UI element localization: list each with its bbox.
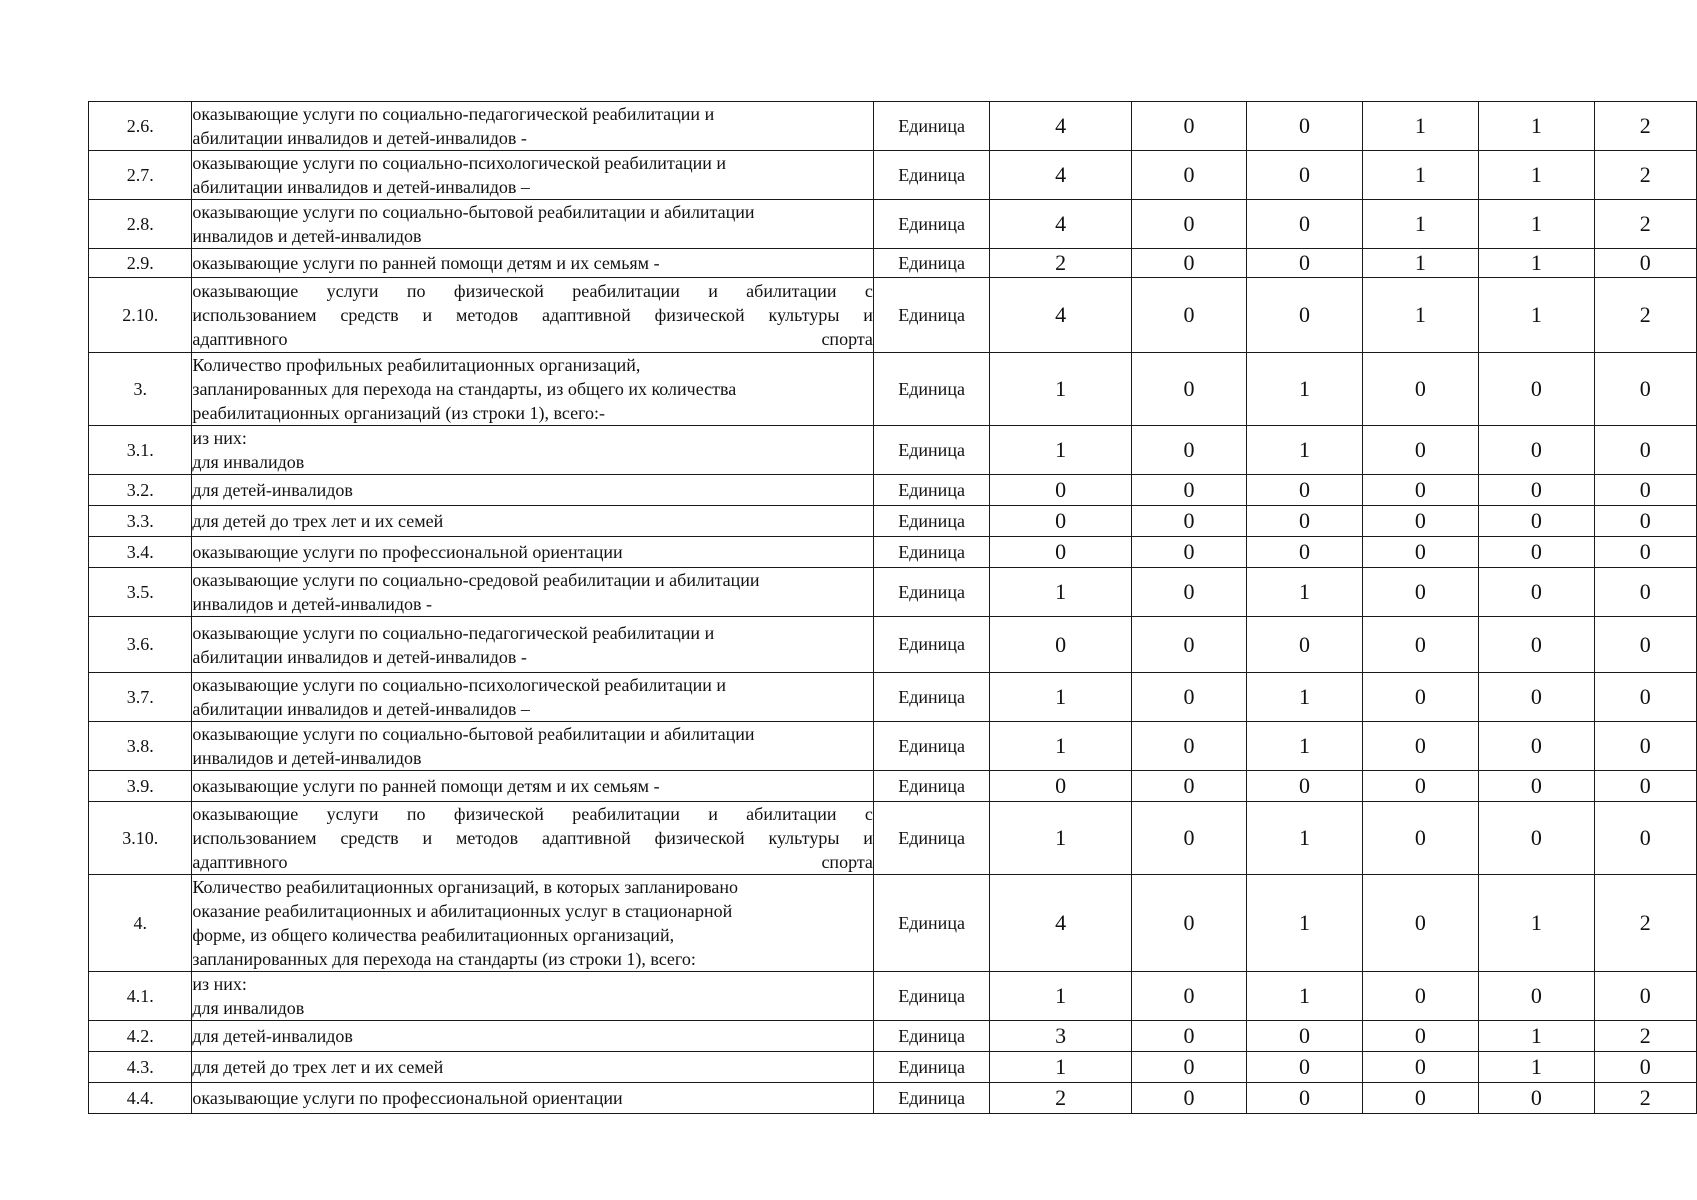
value-cell: 2 — [990, 1083, 1132, 1114]
value-cell: 0 — [1594, 771, 1696, 802]
description-line: форме, из общего количества реабилитационных организаций, — [192, 925, 675, 945]
value-cell: 0 — [1131, 1052, 1246, 1083]
value-cell: 1 — [1479, 200, 1594, 249]
value-cell: 1 — [990, 802, 1132, 875]
table-row — [89, 771, 1697, 802]
row-number: 3.3. — [89, 506, 192, 537]
value-cell: 0 — [1479, 426, 1594, 475]
description-line: реабилитационных организаций (из строки 1), всего:- — [192, 403, 606, 423]
description-line: адаптивного спорта — [192, 852, 873, 872]
value-cell: 0 — [1362, 1083, 1478, 1114]
row-number: 3. — [89, 353, 192, 426]
unit-cell: Единица — [873, 568, 989, 617]
value-cell: 0 — [1594, 537, 1696, 568]
unit-cell: Единица — [873, 475, 989, 506]
value-cell: 0 — [1479, 617, 1594, 673]
value-cell: 0 — [1362, 771, 1478, 802]
value-cell: 1 — [1247, 722, 1362, 771]
value-cell: 2 — [1594, 200, 1696, 249]
description-line: адаптивного спорта — [192, 329, 873, 349]
value-cell: 0 — [1247, 617, 1362, 673]
value-cell: 1 — [1479, 875, 1594, 972]
row-number: 3.6. — [89, 617, 192, 673]
row-number: 3.4. — [89, 537, 192, 568]
value-cell: 0 — [1479, 537, 1594, 568]
value-cell: 1 — [1479, 102, 1594, 151]
value-cell: 0 — [1131, 673, 1246, 722]
description-line: оказывающие услуги по социально-бытовой реабилитации и абилитации — [192, 724, 755, 744]
row-number: 4.2. — [89, 1021, 192, 1052]
value-cell: 0 — [1131, 617, 1246, 673]
table-row — [89, 722, 1697, 771]
value-cell: 0 — [1131, 722, 1246, 771]
value-cell: 2 — [1594, 151, 1696, 200]
unit-cell: Единица — [873, 1083, 989, 1114]
description-line: инвалидов и детей-инвалидов — [192, 226, 422, 246]
row-number: 4. — [89, 875, 192, 972]
unit-cell: Единица — [873, 426, 989, 475]
row-description — [192, 506, 874, 537]
table-row — [89, 802, 1697, 875]
value-cell: 1 — [990, 722, 1132, 771]
row-description — [192, 722, 874, 771]
unit-cell: Единица — [873, 506, 989, 537]
value-cell: 1 — [1247, 673, 1362, 722]
row-description — [192, 151, 874, 200]
row-description — [192, 972, 874, 1021]
description-line: запланированных для перехода на стандарты, из общего их количества — [192, 379, 737, 399]
value-cell: 0 — [1131, 1021, 1246, 1052]
value-cell: 0 — [990, 506, 1132, 537]
table-row — [89, 151, 1697, 200]
description-line: оказывающие услуги по физической реабилитации и абилитации с — [192, 281, 873, 301]
value-cell: 1 — [1247, 568, 1362, 617]
unit-cell: Единица — [873, 1021, 989, 1052]
value-cell: 0 — [1247, 278, 1362, 353]
value-cell: 0 — [1247, 102, 1362, 151]
value-cell: 0 — [1362, 972, 1478, 1021]
description-line: Количество профильных реабилитационных организаций, — [192, 355, 641, 375]
unit-cell: Единица — [873, 151, 989, 200]
table-row — [89, 102, 1697, 151]
value-cell: 1 — [1362, 151, 1478, 200]
description-line: оказание реабилитационных и абилитационных услуг в стационарной — [192, 901, 733, 921]
description-line: оказывающие услуги по ранней помощи детям и их семьям - — [192, 253, 660, 273]
value-cell: 0 — [1131, 200, 1246, 249]
description-line: оказывающие услуги по социально-психологической реабилитации и — [192, 675, 727, 695]
row-description — [192, 1021, 874, 1052]
table-body — [89, 102, 1697, 1114]
description-line: использованием средств и методов адаптивной физической культуры и — [192, 305, 873, 325]
value-cell: 3 — [990, 1021, 1132, 1052]
unit-cell: Единица — [873, 771, 989, 802]
value-cell: 0 — [1594, 568, 1696, 617]
description-line: оказывающие услуги по социально-психологической реабилитации и — [192, 153, 727, 173]
row-number: 4.4. — [89, 1083, 192, 1114]
value-cell: 0 — [1479, 722, 1594, 771]
row-description — [192, 278, 874, 353]
value-cell: 0 — [1594, 475, 1696, 506]
description-line: из них: — [192, 428, 247, 448]
value-cell: 0 — [1131, 875, 1246, 972]
row-number: 2.6. — [89, 102, 192, 151]
value-cell: 1 — [1247, 875, 1362, 972]
row-description — [192, 353, 874, 426]
value-cell: 0 — [1479, 972, 1594, 1021]
value-cell: 0 — [1594, 802, 1696, 875]
description-line: инвалидов и детей-инвалидов - — [192, 594, 433, 614]
value-cell: 0 — [1247, 537, 1362, 568]
value-cell: 1 — [1362, 200, 1478, 249]
value-cell: 0 — [1362, 875, 1478, 972]
table-row — [89, 617, 1697, 673]
unit-cell: Единица — [873, 875, 989, 972]
description-line: оказывающие услуги по профессиональной ориентации — [192, 542, 623, 562]
row-number: 2.9. — [89, 249, 192, 278]
row-description — [192, 673, 874, 722]
unit-cell: Единица — [873, 353, 989, 426]
row-number: 3.9. — [89, 771, 192, 802]
description-line: оказывающие услуги по профессиональной ориентации — [192, 1088, 623, 1108]
table-row — [89, 568, 1697, 617]
table-row — [89, 475, 1697, 506]
description-line: для инвалидов — [192, 998, 305, 1018]
value-cell: 1 — [1247, 353, 1362, 426]
value-cell: 0 — [1131, 1083, 1246, 1114]
table-row — [89, 506, 1697, 537]
description-line: Количество реабилитационных организаций, в которых запланировано — [192, 877, 738, 897]
value-cell: 4 — [990, 102, 1132, 151]
description-line: абилитации инвалидов и детей-инвалидов - — [192, 646, 527, 667]
value-cell: 0 — [1479, 353, 1594, 426]
unit-cell: Единица — [873, 102, 989, 151]
value-cell: 0 — [1247, 1021, 1362, 1052]
description-line: абилитации инвалидов и детей-инвалидов - — [192, 128, 527, 148]
value-cell: 0 — [1362, 353, 1478, 426]
row-description — [192, 537, 874, 568]
description-line: для детей до трех лет и их семей — [192, 1057, 444, 1077]
value-cell: 0 — [1594, 249, 1696, 278]
description-line: оказывающие услуги по социально-бытовой реабилитации и абилитации — [192, 202, 755, 222]
value-cell: 0 — [1594, 617, 1696, 673]
value-cell: 0 — [1594, 673, 1696, 722]
row-description — [192, 102, 874, 151]
description-line: оказывающие услуги по социально-педагогической реабилитации и — [192, 104, 715, 124]
value-cell: 0 — [1362, 537, 1478, 568]
value-cell: 0 — [1362, 426, 1478, 475]
value-cell: 0 — [1131, 475, 1246, 506]
value-cell: 0 — [1131, 102, 1246, 151]
value-cell: 0 — [1479, 802, 1594, 875]
row-number: 3.10. — [89, 802, 192, 875]
value-cell: 0 — [1247, 1083, 1362, 1114]
value-cell: 2 — [1594, 278, 1696, 353]
value-cell: 0 — [1362, 1021, 1478, 1052]
row-description — [192, 802, 874, 875]
value-cell: 4 — [990, 278, 1132, 353]
table-row — [89, 1083, 1697, 1114]
table-row — [89, 1021, 1697, 1052]
value-cell: 1 — [1247, 802, 1362, 875]
description-line: для детей-инвалидов — [192, 1026, 353, 1046]
row-description — [192, 568, 874, 617]
value-cell: 0 — [1131, 568, 1246, 617]
table-row — [89, 673, 1697, 722]
value-cell: 0 — [1131, 537, 1246, 568]
value-cell: 1 — [990, 673, 1132, 722]
unit-cell: Единица — [873, 617, 989, 673]
description-line: оказывающие услуги по ранней помощи детям и их семьям - — [192, 776, 660, 796]
description-line: запланированных для перехода на стандарты (из строки 1), всего: — [192, 949, 696, 969]
value-cell: 0 — [990, 771, 1132, 802]
table-row — [89, 972, 1697, 1021]
row-number: 3.7. — [89, 673, 192, 722]
value-cell: 2 — [1594, 102, 1696, 151]
unit-cell: Единица — [873, 249, 989, 278]
value-cell: 0 — [1362, 475, 1478, 506]
row-description — [192, 617, 874, 673]
value-cell: 0 — [1247, 200, 1362, 249]
row-number: 2.8. — [89, 200, 192, 249]
row-number: 3.5. — [89, 568, 192, 617]
value-cell: 0 — [1362, 506, 1478, 537]
unit-cell: Единица — [873, 278, 989, 353]
row-number: 2.7. — [89, 151, 192, 200]
value-cell: 0 — [1247, 771, 1362, 802]
description-line: инвалидов и детей-инвалидов — [192, 748, 422, 768]
value-cell: 1 — [1479, 249, 1594, 278]
value-cell: 1 — [1247, 972, 1362, 1021]
row-number: 3.8. — [89, 722, 192, 771]
value-cell: 0 — [1247, 506, 1362, 537]
row-description — [192, 1083, 874, 1114]
value-cell: 0 — [1594, 353, 1696, 426]
value-cell: 0 — [1131, 249, 1246, 278]
table-row — [89, 353, 1697, 426]
table-row — [89, 249, 1697, 278]
description-line: оказывающие услуги по социально-педагогической реабилитации и — [192, 622, 715, 643]
row-description — [192, 249, 874, 278]
value-cell: 1 — [1362, 278, 1478, 353]
description-line: использованием средств и методов адаптивной физической культуры и — [192, 828, 873, 848]
row-description — [192, 875, 874, 972]
row-description — [192, 771, 874, 802]
value-cell: 1 — [990, 1052, 1132, 1083]
unit-cell: Единица — [873, 1052, 989, 1083]
table-row — [89, 875, 1697, 972]
unit-cell: Единица — [873, 200, 989, 249]
value-cell: 0 — [1594, 506, 1696, 537]
unit-cell: Единица — [873, 802, 989, 875]
value-cell: 0 — [990, 537, 1132, 568]
description-line: оказывающие услуги по физической реабилитации и абилитации с — [192, 804, 873, 824]
table-row — [89, 278, 1697, 353]
value-cell: 2 — [1594, 1021, 1696, 1052]
indicator-table — [88, 101, 1697, 1114]
row-number: 3.1. — [89, 426, 192, 475]
value-cell: 2 — [1594, 875, 1696, 972]
row-number: 4.1. — [89, 972, 192, 1021]
value-cell: 1 — [990, 568, 1132, 617]
value-cell: 0 — [990, 617, 1132, 673]
description-line: для инвалидов — [192, 452, 305, 472]
description-line: абилитации инвалидов и детей-инвалидов – — [192, 699, 530, 719]
value-cell: 0 — [1362, 802, 1478, 875]
unit-cell: Единица — [873, 537, 989, 568]
value-cell: 1 — [1479, 151, 1594, 200]
value-cell: 1 — [1362, 102, 1478, 151]
value-cell: 0 — [1479, 673, 1594, 722]
table-row — [89, 1052, 1697, 1083]
value-cell: 1 — [990, 972, 1132, 1021]
value-cell: 0 — [1131, 802, 1246, 875]
value-cell: 0 — [1362, 673, 1478, 722]
unit-cell: Единица — [873, 972, 989, 1021]
value-cell: 1 — [1479, 1021, 1594, 1052]
value-cell: 0 — [1131, 151, 1246, 200]
value-cell: 0 — [1131, 972, 1246, 1021]
row-number: 2.10. — [89, 278, 192, 353]
value-cell: 0 — [1247, 151, 1362, 200]
row-number: 3.2. — [89, 475, 192, 506]
value-cell: 1 — [1362, 249, 1478, 278]
table-row — [89, 426, 1697, 475]
value-cell: 4 — [990, 875, 1132, 972]
table-row — [89, 537, 1697, 568]
value-cell: 0 — [1131, 353, 1246, 426]
unit-cell: Единица — [873, 722, 989, 771]
description-line: для детей-инвалидов — [192, 480, 353, 500]
value-cell: 0 — [1362, 568, 1478, 617]
value-cell: 0 — [1362, 1052, 1478, 1083]
value-cell: 0 — [1131, 506, 1246, 537]
row-description — [192, 426, 874, 475]
row-description — [192, 475, 874, 506]
value-cell: 1 — [1479, 278, 1594, 353]
value-cell: 0 — [1131, 278, 1246, 353]
value-cell: 1 — [990, 426, 1132, 475]
value-cell: 0 — [1594, 426, 1696, 475]
value-cell: 0 — [1131, 426, 1246, 475]
row-description — [192, 1052, 874, 1083]
value-cell: 0 — [1479, 475, 1594, 506]
value-cell: 0 — [1247, 475, 1362, 506]
value-cell: 2 — [1594, 1083, 1696, 1114]
value-cell: 0 — [1594, 972, 1696, 1021]
value-cell: 0 — [1594, 1052, 1696, 1083]
value-cell: 0 — [1247, 1052, 1362, 1083]
description-line: оказывающие услуги по социально-средовой реабилитации и абилитации — [192, 570, 760, 590]
value-cell: 4 — [990, 151, 1132, 200]
value-cell: 1 — [1479, 1052, 1594, 1083]
value-cell: 0 — [1362, 722, 1478, 771]
unit-cell: Единица — [873, 673, 989, 722]
description-line: из них: — [192, 974, 247, 994]
value-cell: 0 — [1362, 617, 1478, 673]
description-line: для детей до трех лет и их семей — [192, 511, 444, 531]
value-cell: 0 — [1131, 771, 1246, 802]
value-cell: 0 — [1594, 722, 1696, 771]
value-cell: 4 — [990, 200, 1132, 249]
table-row — [89, 200, 1697, 249]
value-cell: 2 — [990, 249, 1132, 278]
value-cell: 0 — [1479, 506, 1594, 537]
row-number: 4.3. — [89, 1052, 192, 1083]
value-cell: 0 — [1479, 568, 1594, 617]
value-cell: 1 — [990, 353, 1132, 426]
value-cell: 0 — [1479, 771, 1594, 802]
value-cell: 0 — [990, 475, 1132, 506]
value-cell: 0 — [1247, 249, 1362, 278]
row-description — [192, 200, 874, 249]
value-cell: 0 — [1479, 1083, 1594, 1114]
value-cell: 1 — [1247, 426, 1362, 475]
description-line: абилитации инвалидов и детей-инвалидов – — [192, 177, 530, 197]
